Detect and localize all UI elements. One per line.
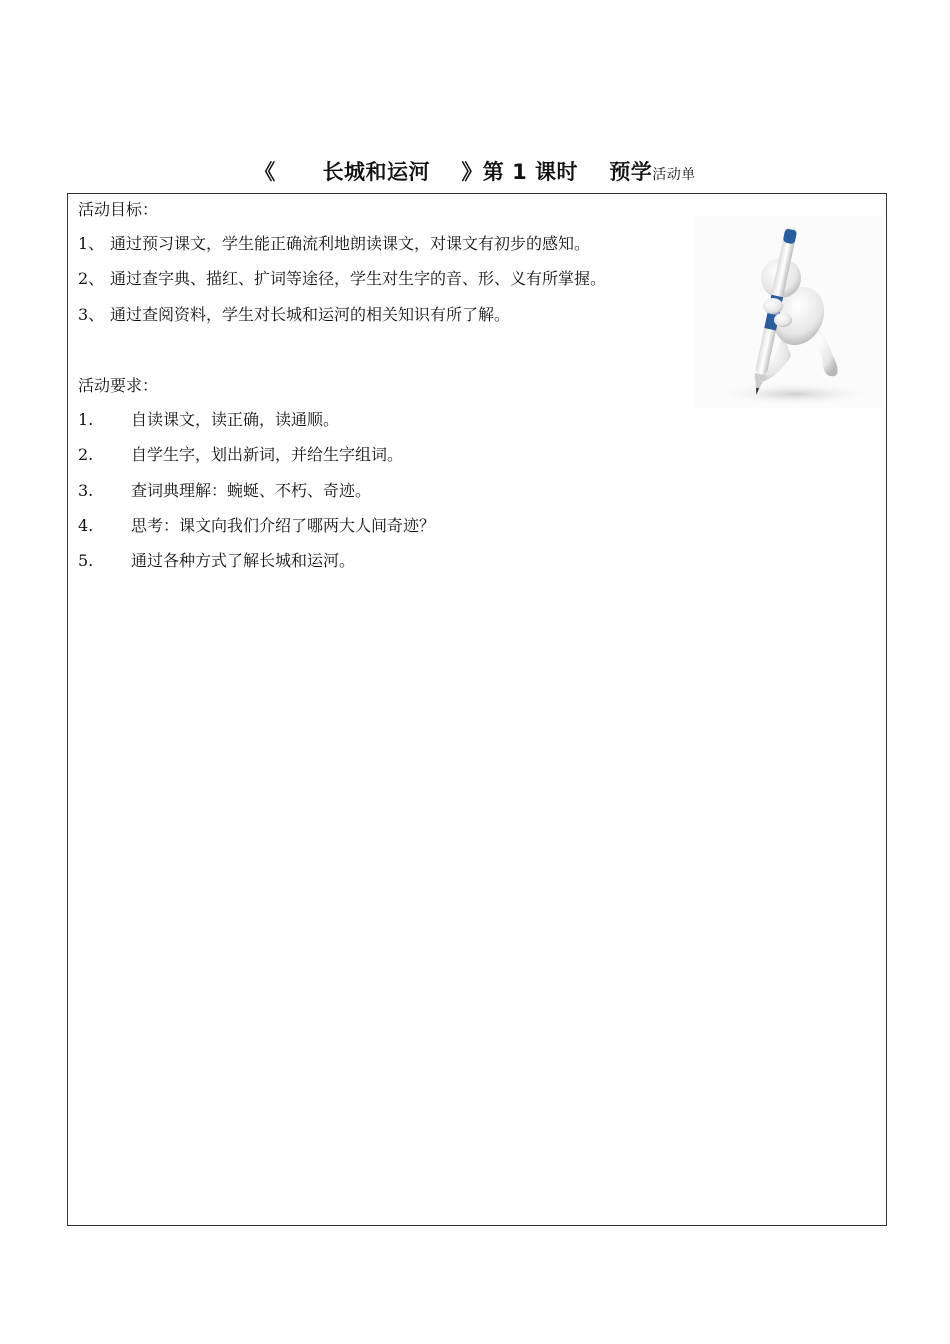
figure-hand: [763, 298, 783, 314]
requirement-text: 自学生字，划出新词，并给生字组词。: [131, 445, 404, 464]
figure-with-pen-illustration: [695, 216, 885, 408]
requirement-text: 自读课文，读正确，读通顺。: [131, 410, 340, 429]
requirement-item: [78, 410, 339, 430]
title-stage: 预学: [609, 160, 653, 184]
requirement-item: [78, 551, 355, 571]
requirement-text: 查词典理解：蜿蜒、不朽、奇迹。: [131, 481, 372, 500]
requirement-number: 2.: [78, 445, 94, 464]
goal-number: 2、: [78, 269, 105, 288]
title-lesson-name: 长城和运河: [322, 160, 431, 184]
page-title: [0, 156, 950, 186]
title-open-bracket: 《: [254, 160, 276, 184]
goal-text: 通过查阅资料，学生对长城和运河的相关知识有所了解。: [110, 305, 511, 324]
title-suffix: 活动单: [652, 167, 696, 183]
goal-item: [78, 305, 510, 325]
requirement-item: [78, 445, 403, 465]
requirement-number: 1.: [78, 410, 94, 429]
requirements-heading: 活动要求：: [78, 376, 159, 395]
requirement-item: [78, 481, 371, 501]
goal-item: [78, 234, 590, 254]
requirement-text: 思考：课文向我们介绍了哪两大人间奇迹？: [131, 516, 436, 535]
activity-sheet-box: [67, 193, 887, 1226]
requirement-number: 4.: [78, 516, 94, 535]
goal-number: 1、: [78, 234, 105, 253]
requirement-text: 通过各种方式了解长城和运河。: [131, 551, 356, 570]
goals-heading: 活动目标：: [78, 200, 159, 219]
title-lesson-period: 》第 1 课时: [461, 160, 579, 184]
requirement-item: [78, 516, 435, 536]
requirement-number: 5.: [78, 551, 94, 570]
ground-shadow: [710, 382, 880, 406]
goal-text: 通过预习课文，学生能正确流利地朗读课文，对课文有初步的感知。: [110, 234, 591, 253]
goal-item: [78, 269, 606, 289]
requirement-number: 3.: [78, 481, 94, 500]
goal-number: 3、: [78, 305, 105, 324]
goal-text: 通过查字典、描红、扩词等途径，学生对生字的音、形、义有所掌握。: [110, 269, 607, 288]
figure-hand: [774, 313, 792, 327]
